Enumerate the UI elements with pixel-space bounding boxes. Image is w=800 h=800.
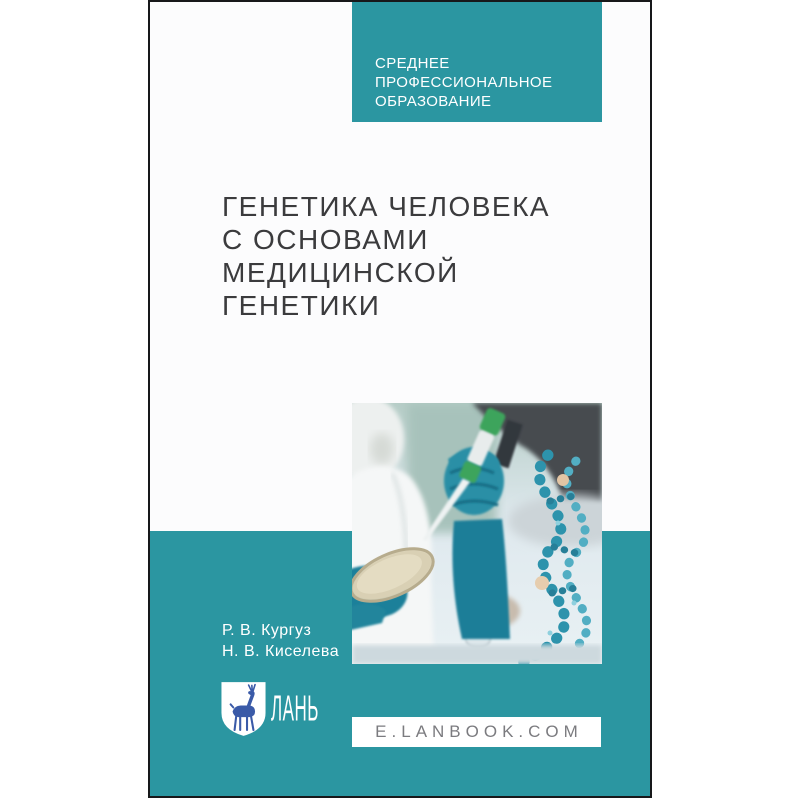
book-title: [222, 190, 622, 322]
publisher-logo: [220, 680, 367, 738]
publisher-website-plate: [352, 717, 601, 747]
title-line: С ОСНОВАМИ: [222, 224, 429, 255]
badge-line: СРЕДНЕЕ: [375, 55, 450, 72]
badge-line: ПРОФЕССИОНАЛЬНОЕ: [375, 74, 553, 91]
publisher-name: ЛАНЬ: [271, 688, 319, 729]
education-level-badge: [352, 2, 602, 122]
cover-photo: [352, 403, 602, 664]
title-line: МЕДИЦИНСКОЙ ГЕНЕТИКИ: [222, 257, 459, 321]
publisher-website: E.LANBOOK.COM: [375, 722, 583, 741]
authors: [222, 620, 339, 662]
deer-shield-icon: [220, 680, 267, 738]
author-name: Р. В. Кургуз: [222, 622, 312, 639]
lab-bench: [352, 645, 602, 664]
author-name: Н. В. Киселева: [222, 643, 340, 660]
title-line: ГЕНЕТИКА ЧЕЛОВЕКА: [222, 191, 551, 222]
book-cover: [148, 0, 652, 798]
badge-line: ОБРАЗОВАНИЕ: [375, 93, 492, 110]
